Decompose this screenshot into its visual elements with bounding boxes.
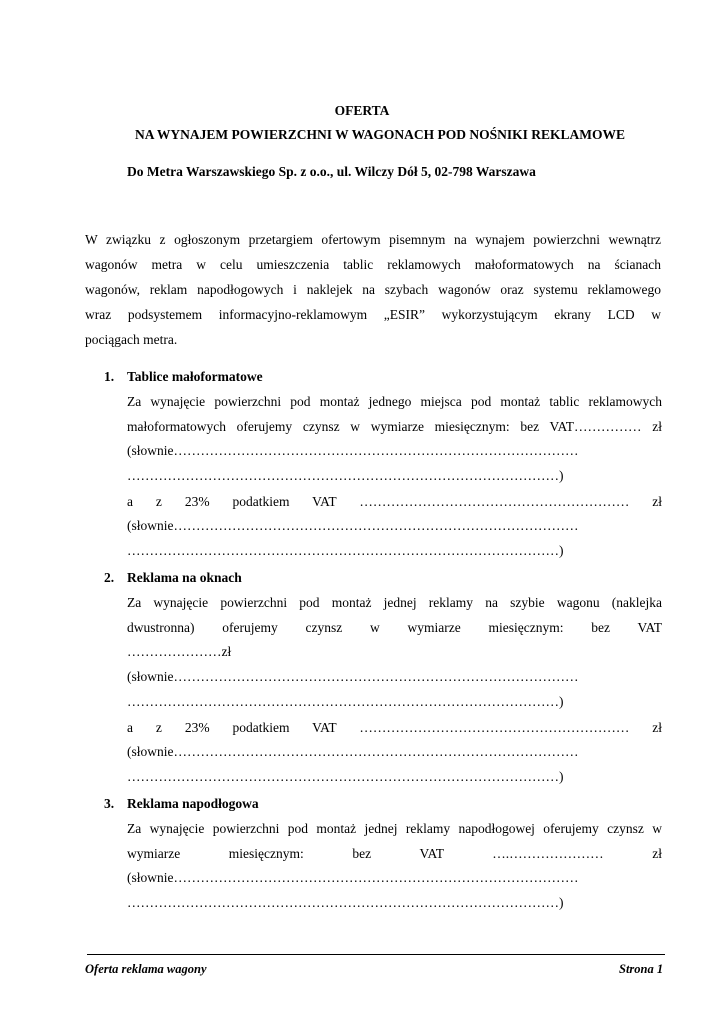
addressee: Do Metra Warszawskiego Sp. z o.o., ul. Wilczy Dół 5, 02-798 Warszawa xyxy=(127,164,536,179)
fill-line: ……………………………………………………………………………………) xyxy=(127,769,564,784)
intro-line: wagonów, reklam napodłogowych i naklejek na szybach wagonów oraz systemu reklamowego xyxy=(85,282,661,297)
fill-line: (słownie……………………………………………………………………………… xyxy=(127,870,579,885)
section-title: Reklama napodłogowa xyxy=(127,796,259,811)
section-line: dwustronna) oferujemy czynsz w wymiarze miesięcznym: bez VAT xyxy=(127,620,662,635)
fill-line: ……………………………………………………………………………………) xyxy=(127,543,564,558)
section-number: 3. xyxy=(104,796,115,811)
section-number: 2. xyxy=(104,570,115,585)
intro-line: wraz podsystemem informacyjno-reklamowym „ESIR” wykorzystującym ekrany LCD w xyxy=(85,307,661,322)
intro-line: pociągach metra. xyxy=(85,332,178,347)
fill-line: ……………………………………………………………………………………) xyxy=(127,694,564,709)
section-line: a z 23% podatkiem VAT …………………………………………………… zł xyxy=(127,720,662,735)
fill-line: ……………………………………………………………………………………) xyxy=(127,468,564,483)
footer-page-number: Strona 1 xyxy=(619,962,664,976)
fill-line: …………………zł xyxy=(127,644,232,659)
intro-line: W związku z ogłoszonym przetargiem ofertowym pisemnym na wynajem powierzchni wewnątrz xyxy=(85,232,661,247)
intro-line: wagonów metra w celu umieszczenia tablic reklamowych małoformatowych na ścianach xyxy=(85,257,661,272)
section-line: Za wynajęcie powierzchni pod montaż jednego miejsca pod montaż tablic reklamowych xyxy=(127,394,662,409)
section-line: małoformatowych oferujemy czynsz w wymiarze miesięcznym: bez VAT…………… zł xyxy=(127,419,662,434)
section-line: Za wynajęcie powierzchni pod montaż jednej reklamy napodłogowej oferujemy czynsz w xyxy=(127,821,662,836)
section-line: wymiarze miesięcznym: bez VAT ….………………… zł xyxy=(127,846,662,861)
section-heading xyxy=(104,369,263,385)
fill-line: ……………………………………………………………………………………) xyxy=(127,895,564,910)
section-heading xyxy=(104,570,242,586)
fill-line: (słownie……………………………………………………………………………… xyxy=(127,518,579,533)
section-line: Za wynajęcie powierzchni pod montaż jednej reklamy na szybie wagonu (naklejka xyxy=(127,595,662,610)
section-title: Reklama na oknach xyxy=(127,570,242,585)
section-title: Tablice małoformatowe xyxy=(127,369,263,384)
fill-line: (słownie……………………………………………………………………………… xyxy=(127,443,579,458)
section-line: a z 23% podatkiem VAT …………………………………………………… zł xyxy=(127,494,662,509)
footer-document-name: Oferta reklama wagony xyxy=(85,962,207,976)
fill-line: (słownie……………………………………………………………………………… xyxy=(127,744,579,759)
footer-divider xyxy=(87,954,665,955)
document-title: OFERTA xyxy=(334,103,390,118)
document-subtitle: NA WYNAJEM POWIERZCHNI W WAGONACH POD NOŚNIKI REKLAMOWE xyxy=(135,127,625,142)
section-number: 1. xyxy=(104,369,115,384)
fill-line: (słownie……………………………………………………………………………… xyxy=(127,669,579,684)
section-heading xyxy=(104,796,259,812)
